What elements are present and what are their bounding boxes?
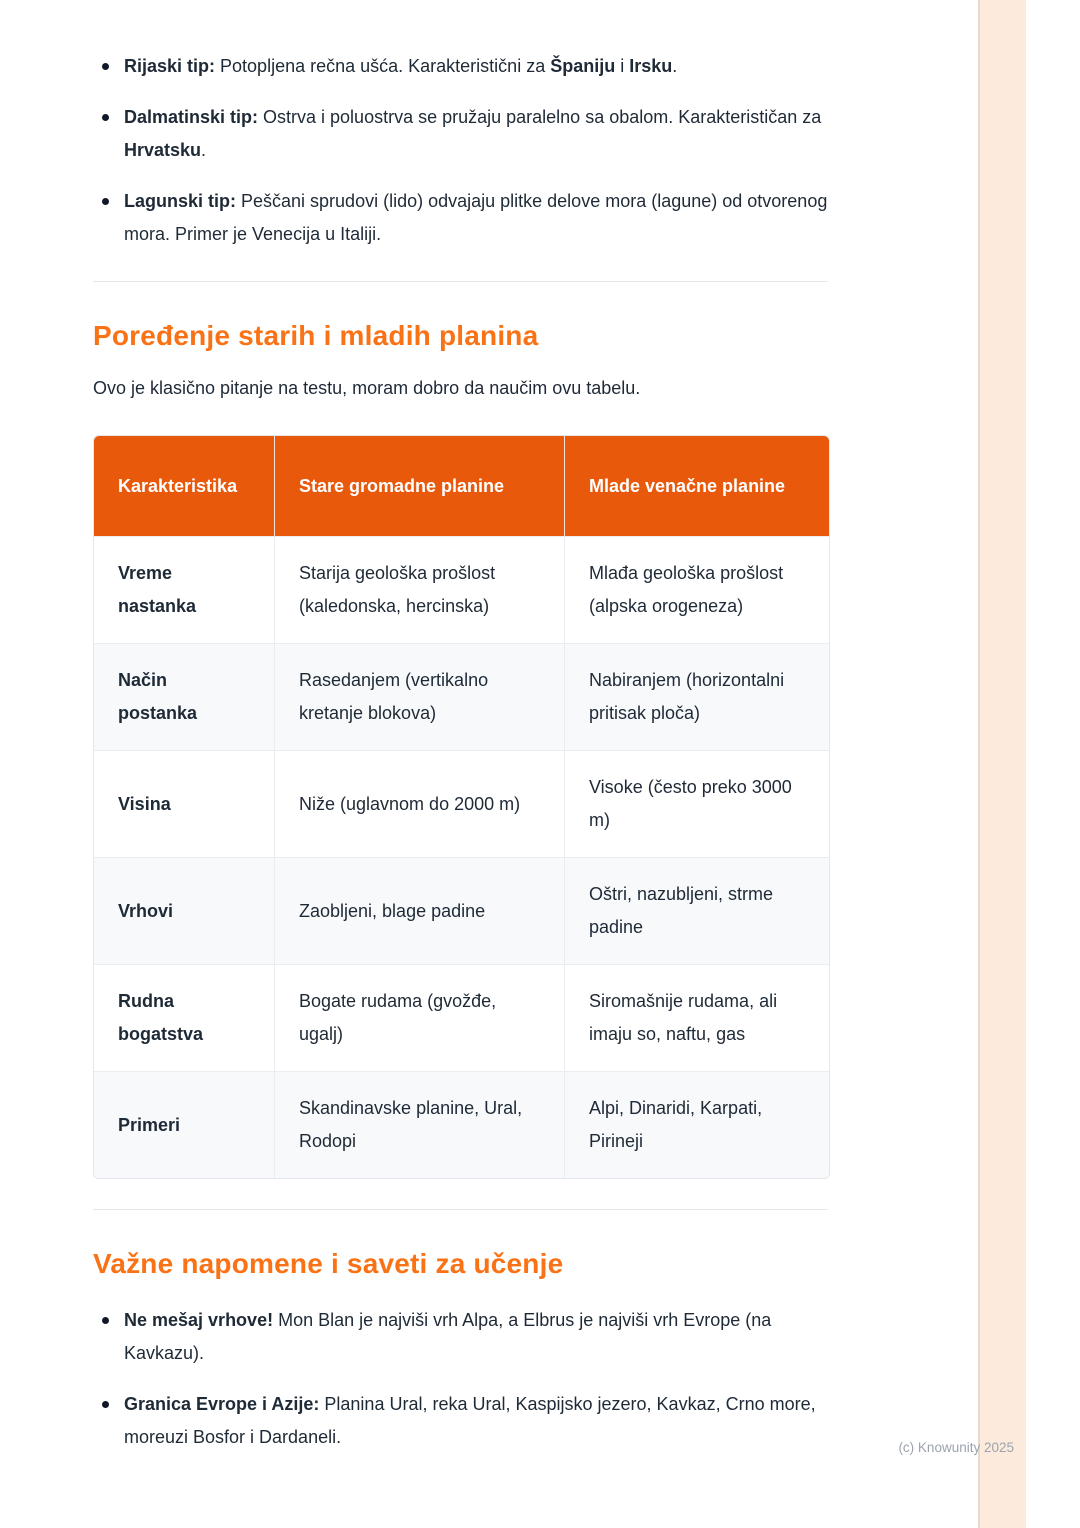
table-key-cell: Vrhovi (94, 857, 274, 964)
table-key-cell: Način postanka (94, 643, 274, 750)
table-key-cell: Rudna bogatstva (94, 964, 274, 1071)
bullet-bold-text: Španiju (550, 56, 616, 76)
table-value-cell: Starija geološka prošlost (kaledonska, hercinska) (274, 536, 564, 643)
section-title-comparison: Poređenje starih i mladih planina (93, 320, 539, 351)
bullet-text: Mon Blan je najviši vrh Alpa, a Elbrus je najviši vrh Evrope (na Kavkazu). (124, 1310, 772, 1363)
table-value-cell: Nabiranjem (horizontalni pritisak ploča) (564, 643, 829, 750)
comparison-table-head (94, 436, 829, 536)
table-value-cell: Alpi, Dinaridi, Karpati, Pirineji (564, 1071, 829, 1178)
bullet-text: . (672, 56, 678, 76)
bullet-text: i (615, 56, 630, 76)
table-value-cell: Visoke (često preko 3000 m) (564, 750, 829, 857)
coast-types-list (93, 50, 828, 251)
section-title-notes: Važne napomene i saveti za učenje (93, 1248, 564, 1279)
side-accent-stripe (978, 0, 1026, 1528)
table-header-cell: Stare gromadne planine (274, 436, 564, 536)
bullet-text: Planina Ural, reka Ural, Kaspijsko jezero, Kavkaz, Crno more, moreuzi Bosfor i Dardaneli. (124, 1394, 816, 1447)
bullet-bold-text: Granica Evrope i Azije: (124, 1394, 320, 1414)
table-value-cell: Siromašnije rudama, ali imaju so, naftu, gas (564, 964, 829, 1071)
bullet-bold-text: Dalmatinski tip: (124, 107, 259, 127)
bullet-item (93, 185, 828, 251)
notes-list (93, 1304, 828, 1454)
table-value-cell: Rasedanjem (vertikalno kretanje blokova) (274, 643, 564, 750)
bullet-text: Peščani sprudovi (lido) odvajaju plitke delove mora (lagune) od otvorenog mora. Primer je Venecija u Italiji. (124, 191, 828, 244)
comparison-table-body (94, 536, 829, 1178)
bullet-bold-text: Lagunski tip: (124, 191, 236, 211)
table-row (94, 1071, 829, 1178)
bullet-bold-text: Ne mešaj vrhove! (124, 1310, 274, 1330)
bullet-item (93, 101, 828, 167)
bullet-text: . (201, 140, 207, 160)
table-value-cell: Bogate rudama (gvožđe, ugalj) (274, 964, 564, 1071)
table-header-cell: Mlade venačne planine (564, 436, 829, 536)
comparison-table-head-row (94, 436, 829, 536)
bullet-item (93, 1388, 828, 1454)
table-value-cell: Mlađa geološka prošlost (alpska orogeneza) (564, 536, 829, 643)
document-page (93, 50, 828, 1472)
table-row (94, 964, 829, 1071)
section-divider (93, 1209, 828, 1210)
section-intro-text: Ovo je klasično pitanje na testu, moram dobro da naučim ovu tabelu. (93, 378, 641, 398)
table-header-cell: Karakteristika (94, 436, 274, 536)
bullet-item (93, 1304, 828, 1370)
table-key-cell: Primeri (94, 1071, 274, 1178)
table-key-cell: Visina (94, 750, 274, 857)
table-value-cell: Oštri, nazubljeni, strme padine (564, 857, 829, 964)
bullet-text: Ostrva i poluostrva se pružaju paralelno sa obalom. Karakterističan za (258, 107, 822, 127)
table-row (94, 643, 829, 750)
bullet-bold-text: Rijaski tip: (124, 56, 216, 76)
table-value-cell: Niže (uglavnom do 2000 m) (274, 750, 564, 857)
table-value-cell: Skandinavske planine, Ural, Rodopi (274, 1071, 564, 1178)
bullet-bold-text: Irsku (629, 56, 673, 76)
table-row (94, 750, 829, 857)
bullet-item (93, 50, 828, 83)
table-row (94, 857, 829, 964)
section-divider (93, 281, 828, 282)
bullet-bold-text: Hrvatsku (124, 140, 202, 160)
footer-credit: (c) Knowunity 2025 (898, 1440, 1014, 1455)
comparison-table (93, 435, 830, 1179)
table-row (94, 536, 829, 643)
bullet-text: Potopljena rečna ušća. Karakteristični za (215, 56, 551, 76)
table-key-cell: Vreme nastanka (94, 536, 274, 643)
table-value-cell: Zaobljeni, blage padine (274, 857, 564, 964)
